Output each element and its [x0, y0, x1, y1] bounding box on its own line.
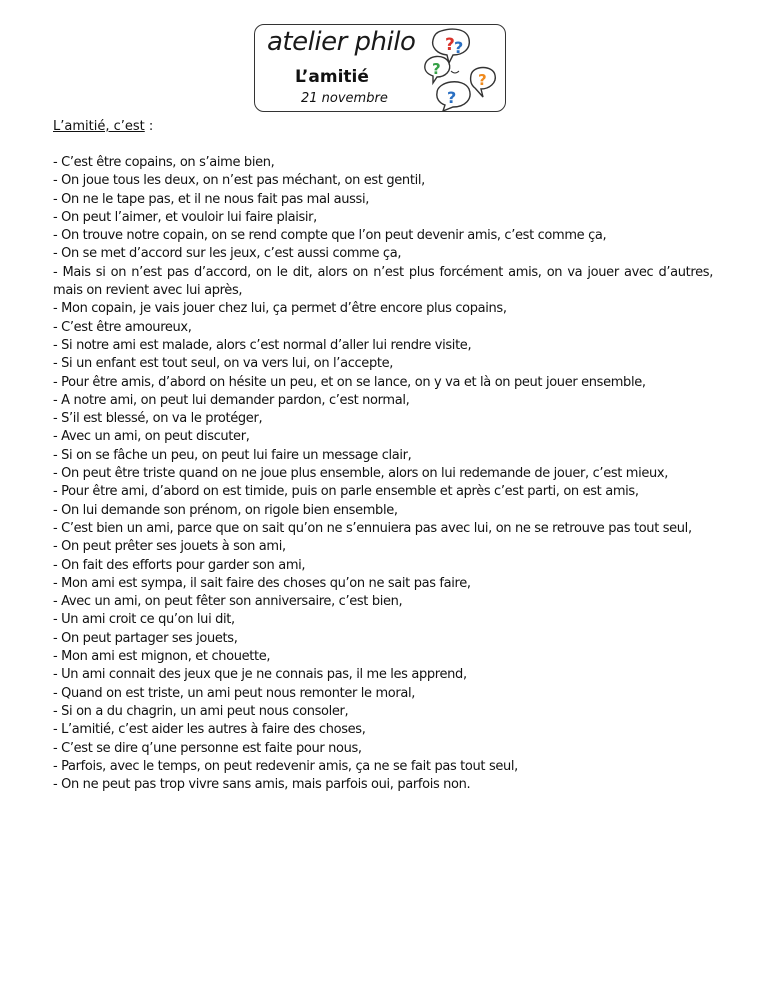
list-item: - Si on a du chagrin, un ami peut nous consoler, — [53, 703, 349, 719]
list-item: - Avec un ami, on peut fêter son anniversaire, c’est bien, — [53, 594, 403, 610]
question-mark-red: ? — [445, 35, 455, 55]
list-item: - On trouve notre copain, on se rend compte que l’on peut devenir amis, c’est comme ça, — [53, 228, 607, 244]
intro-suffix: : — [144, 119, 154, 134]
list-item: - C’est bien un ami, parce que on sait qu’on ne s’ennuiera pas avec lui, on ne se retrouve pas tout seul, — [53, 520, 692, 536]
header-banner — [254, 24, 506, 112]
list-item: - Mon ami est mignon, et chouette, — [53, 649, 271, 665]
list-item: - On peut prêter ses jouets à son ami, — [53, 539, 286, 555]
list-item: - Pour être amis, d’abord on hésite un peu, et on se lance, on y va et là on peut jouer ensemble, — [53, 374, 646, 390]
list-item: - On ne le tape pas, et il ne nous fait pas mal aussi, — [53, 191, 370, 207]
question-mark-blue-bottom: ? — [447, 88, 457, 107]
list-item: - Mais si on n’est pas d’accord, on le dit, alors on n’est plus forcément amis, on va jouer avec d’autres, mais on revient avec lui après, — [53, 264, 713, 299]
list-item: - Mon ami est sympa, il sait faire des choses qu’on ne sait pas faire, — [53, 575, 471, 591]
list-item: - S’il est blessé, on va le protéger, — [53, 411, 263, 427]
list-item: - C’est être copains, on s’aime bien, — [53, 155, 275, 170]
list-item: - Un ami croit ce qu’on lui dit, — [53, 612, 235, 628]
intro-line — [53, 119, 153, 135]
list-item: - Parfois, avec le temps, on peut redevenir amis, ça ne se fait pas tout seul, — [53, 758, 518, 774]
list-item: - On lui demande son prénom, on rigole bien ensemble, — [53, 502, 398, 518]
page-title: L’amitié — [295, 67, 369, 87]
list-item: - Mon copain, je vais jouer chez lui, ça permet d’être encore plus copains, — [53, 301, 507, 317]
question-mark-green: ? — [432, 60, 441, 78]
list-item: - On se met d’accord sur les jeux, c’est aussi comme ça, — [53, 246, 402, 262]
list-item: - On peut être triste quand on ne joue plus ensemble, alors on lui redemande de jouer, c’est mieux, — [53, 466, 669, 482]
question-mark-blue-top: ? — [454, 38, 464, 57]
list-item: - A notre ami, on peut lui demander pardon, c’est normal, — [53, 392, 410, 408]
list-item: - Pour être ami, d’abord on est timide, puis on parle ensemble et après c’est parti, on est amis, — [53, 484, 639, 500]
list-item: - On fait des efforts pour garder son ami, — [53, 557, 306, 573]
list-item: - Si un enfant est tout seul, on va vers lui, on l’accepte, — [53, 356, 394, 372]
list-item: - On peut partager ses jouets, — [53, 630, 238, 646]
logo-text: atelier philo — [267, 27, 416, 57]
list-item: - Avec un ami, on peut discuter, — [53, 429, 250, 445]
question-mark-orange: ? — [478, 71, 487, 89]
list-item: - C’est se dire q’une personne est faite pour nous, — [53, 740, 362, 756]
list-item: - On peut l’aimer, et vouloir lui faire plaisir, — [53, 209, 317, 225]
list-item: - Si on se fâche un peu, on peut lui faire un message clair, — [53, 447, 412, 463]
list-item: - On joue tous les deux, on n’est pas méchant, on est gentil, — [53, 173, 425, 189]
list-item: - L’amitié, c’est aider les autres à faire des choses, — [53, 722, 366, 738]
list-item: - Si notre ami est malade, alors c’est normal d’aller lui rendre visite, — [53, 337, 472, 353]
intro-label: L’amitié, c’est — [53, 119, 145, 134]
statements-list — [53, 154, 713, 794]
date-label: 21 novembre — [301, 91, 388, 106]
list-item: - C’est être amoureux, — [53, 319, 192, 335]
speech-bubbles-icon — [423, 27, 505, 111]
list-item: - Un ami connait des jeux que je ne connais pas, il me les apprend, — [53, 667, 467, 683]
list-item: - On ne peut pas trop vivre sans amis, mais parfois oui, parfois non. — [53, 777, 471, 793]
list-item: - Quand on est triste, un ami peut nous remonter le moral, — [53, 685, 416, 701]
